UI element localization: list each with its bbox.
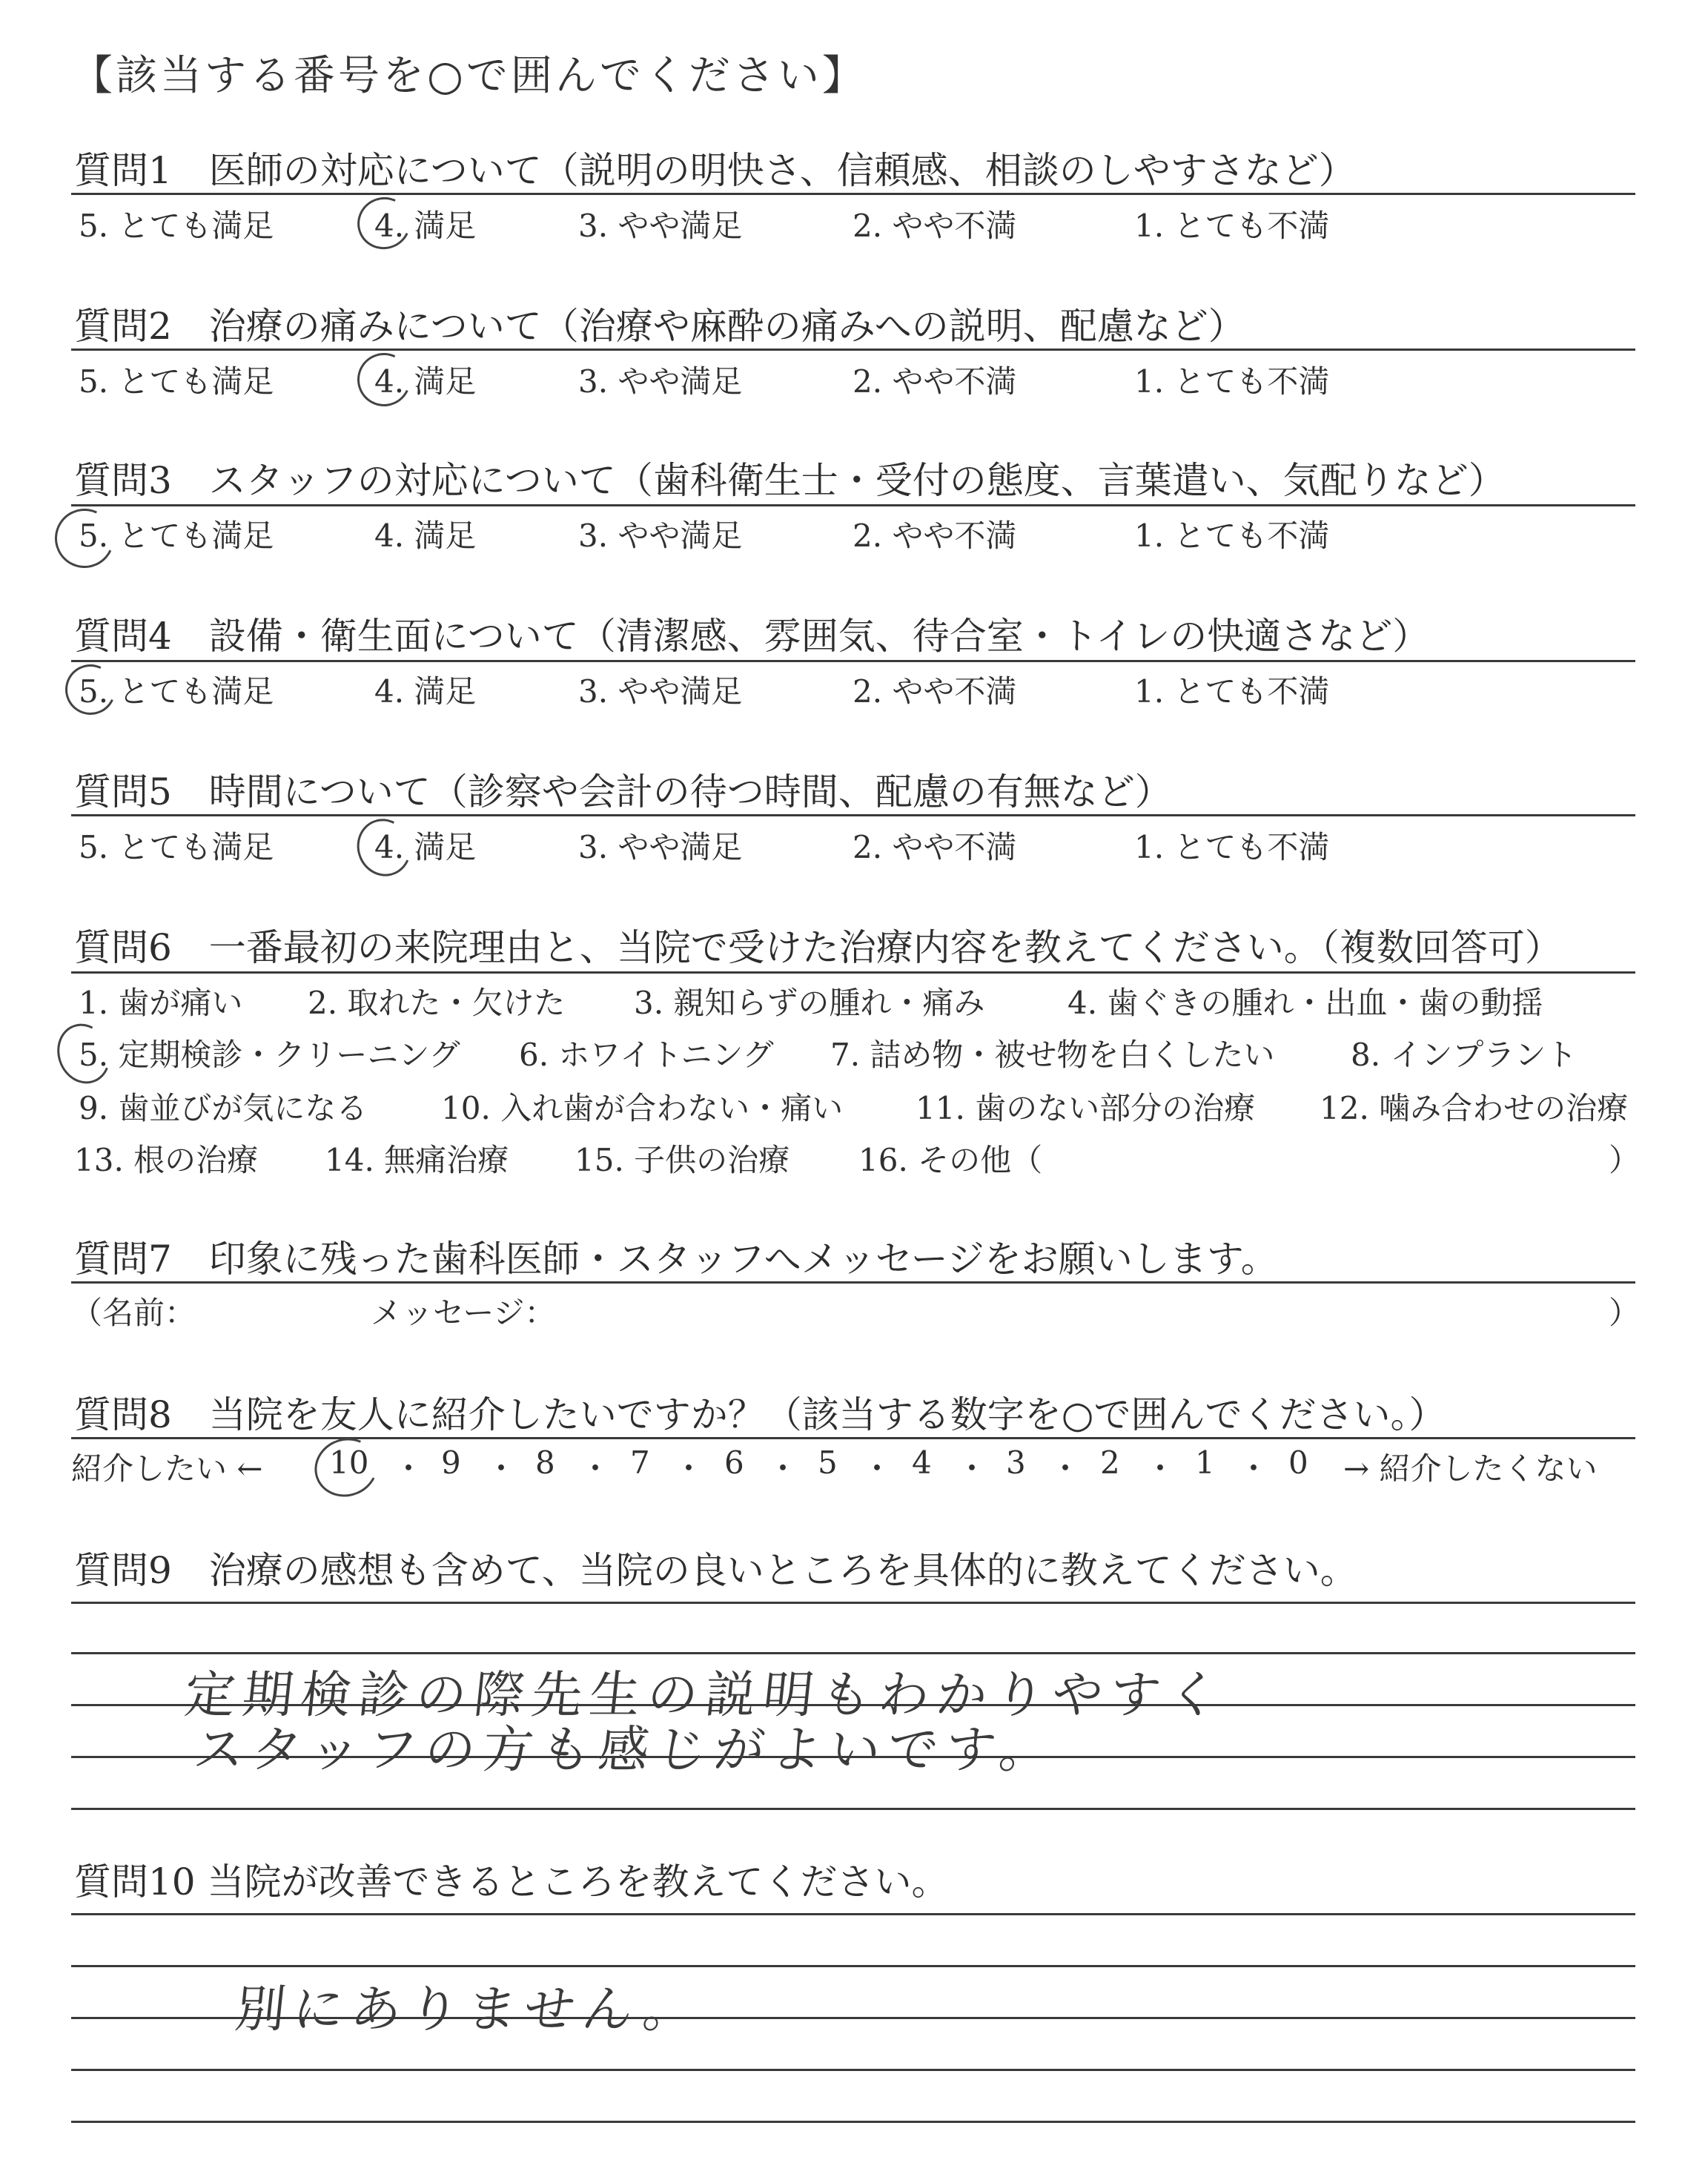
- q6-rule: [71, 971, 1635, 974]
- q8-heading: 質問8 当院を友人に紹介したいですか？（該当する数字を○で囲んでください。）: [74, 1393, 1446, 1436]
- q6-option-8[interactable]: 8. インプラント: [1351, 1037, 1578, 1073]
- q10-writing-line-1: [71, 1913, 1635, 1915]
- q6-option-7[interactable]: 7. 詰め物・被せ物を白くしたい: [830, 1037, 1275, 1073]
- q7-heading: 質問7 印象に残った歯科医師・スタッフへメッセージをお願いします。: [74, 1238, 1278, 1281]
- q6-option-6[interactable]: 6. ホワイトニング: [519, 1037, 774, 1073]
- q10-writing-line-4: [71, 2069, 1635, 2071]
- q6-selection-circle: [49, 1017, 119, 1091]
- q8-right-label: → 紹介したくない: [1343, 1450, 1598, 1487]
- q8-dot: ・: [1238, 1450, 1270, 1487]
- q8-dot: ・: [486, 1450, 517, 1487]
- q8-score-2[interactable]: 2: [1100, 1444, 1120, 1481]
- q10-heading: 質問10 当院が改善できるところを教えてください。: [74, 1860, 949, 1903]
- q6-option-9[interactable]: 9. 歯並びが気になる: [79, 1090, 368, 1126]
- q1-option-3[interactable]: 3. やや満足: [578, 208, 743, 244]
- q9-writing-line-1: [71, 1602, 1635, 1604]
- q8-selection-circle: [306, 1430, 385, 1506]
- q6-option-3[interactable]: 3. 親知らずの腫れ・痛み: [634, 985, 985, 1021]
- q3-rule: [71, 504, 1635, 506]
- q4-option-3[interactable]: 3. やや満足: [578, 673, 743, 710]
- q1-heading: 質問1 医師の対応について（説明の明快さ、信頼感、相談のしやすさなど）: [74, 149, 1356, 192]
- q9-handwritten-answer-line-1: 定期検診の際先生の説明もわかりやすく: [182, 1666, 1229, 1725]
- q6-heading: 質問6 一番最初の来院理由と、当院で受けた治療内容を教えてください。（複数回答可）: [74, 926, 1562, 969]
- q8-score-7[interactable]: 7: [630, 1444, 650, 1481]
- q5-rule: [71, 814, 1635, 816]
- q6-option-5[interactable]: 5. 定期検診・クリーニング: [79, 1037, 460, 1073]
- q2-option-2[interactable]: 2. やや不満: [853, 363, 1017, 400]
- q8-dot: ・: [1145, 1450, 1176, 1487]
- q1-option-1[interactable]: 1. とても不満: [1134, 208, 1330, 244]
- q4-option-5[interactable]: 5. とても満足: [79, 673, 274, 710]
- q8-left-label: 紹介したい ←: [71, 1450, 263, 1487]
- q9-handwritten-answer-line-2: スタッフの方も感じがよいです。: [191, 1721, 1061, 1780]
- q8-score-4[interactable]: 4: [912, 1444, 932, 1481]
- q4-option-4[interactable]: 4. 満足: [374, 673, 477, 710]
- q1-option-4[interactable]: 4. 満足: [374, 208, 477, 244]
- q7-name-label: （名前：: [71, 1295, 196, 1331]
- q2-option-3[interactable]: 3. やや満足: [578, 363, 743, 400]
- q1-option-5[interactable]: 5. とても満足: [79, 208, 274, 244]
- q6-option-1[interactable]: 1. 歯が痛い: [79, 985, 243, 1021]
- q8-rule: [71, 1437, 1635, 1439]
- q3-option-2[interactable]: 2. やや不満: [853, 518, 1017, 554]
- q1-selection-circle: [350, 190, 418, 257]
- q10-writing-line-2: [71, 1965, 1635, 1967]
- q2-option-1[interactable]: 1. とても不満: [1134, 363, 1330, 400]
- q7-message-label: メッセージ：: [371, 1295, 556, 1331]
- q3-option-3[interactable]: 3. やや満足: [578, 518, 743, 554]
- q6-option-14[interactable]: 14. 無痛治療: [325, 1142, 509, 1178]
- q6-option-12[interactable]: 12. 噛み合わせの治療: [1320, 1090, 1629, 1126]
- q10-writing-line-5: [71, 2121, 1635, 2123]
- q6-option-16[interactable]: 16. その他（: [858, 1142, 1043, 1178]
- q6-option-10[interactable]: 10. 入れ歯が合わない・痛い: [441, 1090, 844, 1126]
- q5-option-5[interactable]: 5. とても満足: [79, 829, 274, 865]
- q5-option-4[interactable]: 4. 満足: [374, 829, 477, 865]
- q8-score-5[interactable]: 5: [818, 1444, 838, 1481]
- q8-score-9[interactable]: 9: [441, 1444, 461, 1481]
- page-title: 【該当する番号を○で囲んでください】: [71, 52, 867, 100]
- q7-close-paren: ）: [1609, 1295, 1641, 1331]
- q6-option-15[interactable]: 15. 子供の治療: [575, 1142, 790, 1178]
- q8-score-0[interactable]: 0: [1288, 1444, 1308, 1481]
- q2-heading: 質問2 治療の痛みについて（治療や麻酔の痛みへの説明、配慮など）: [74, 305, 1245, 348]
- q4-heading: 質問4 設備・衛生面について（清潔感、雰囲気、待合室・トイレの快適さなど）: [74, 615, 1430, 658]
- q2-rule: [71, 349, 1635, 351]
- q3-option-4[interactable]: 4. 満足: [374, 518, 477, 554]
- q8-dot: ・: [673, 1450, 705, 1487]
- q2-option-4[interactable]: 4. 満足: [374, 363, 477, 400]
- q1-rule: [71, 193, 1635, 195]
- q3-option-1[interactable]: 1. とても不満: [1134, 518, 1330, 554]
- q2-option-5[interactable]: 5. とても満足: [79, 363, 274, 400]
- q4-option-1[interactable]: 1. とても不満: [1134, 673, 1330, 710]
- q2-selection-circle: [350, 346, 418, 414]
- q8-dot: ・: [767, 1450, 799, 1487]
- q8-score-6[interactable]: 6: [724, 1444, 744, 1481]
- q5-selection-circle: [349, 811, 419, 884]
- q1-option-2[interactable]: 2. やや不満: [853, 208, 1017, 244]
- q4-option-2[interactable]: 2. やや不満: [853, 673, 1017, 710]
- q8-dot: ・: [580, 1450, 612, 1487]
- q8-dot: ・: [861, 1450, 893, 1487]
- q9-heading: 質問9 治療の感想も含めて、当院の良いところを具体的に教えてください。: [74, 1549, 1357, 1592]
- q5-option-2[interactable]: 2. やや不満: [853, 829, 1017, 865]
- q5-option-1[interactable]: 1. とても不満: [1134, 829, 1330, 865]
- q10-handwritten-answer: 別にありません。: [232, 1981, 704, 2039]
- q6-option-11[interactable]: 11. 歯のない部分の治療: [916, 1090, 1256, 1126]
- q8-score-10[interactable]: 10: [329, 1444, 369, 1481]
- q5-heading: 質問5 時間について（診察や会計の待つ時間、配慮の有無など）: [74, 770, 1172, 813]
- q4-rule: [71, 660, 1635, 662]
- q6-option-4[interactable]: 4. 歯ぐきの腫れ・出血・歯の動揺: [1068, 985, 1543, 1021]
- q8-score-1[interactable]: 1: [1195, 1444, 1215, 1481]
- q9-writing-line-2: [71, 1652, 1635, 1654]
- q7-rule: [71, 1281, 1635, 1284]
- q8-dot: ・: [393, 1450, 425, 1487]
- q9-writing-line-5: [71, 1808, 1635, 1810]
- q8-dot: ・: [1050, 1450, 1082, 1487]
- q8-dot: ・: [956, 1450, 988, 1487]
- q3-option-5[interactable]: 5. とても満足: [79, 518, 274, 554]
- q5-option-3[interactable]: 3. やや満足: [578, 829, 743, 865]
- q6-option-13[interactable]: 13. 根の治療: [74, 1142, 259, 1178]
- q6-other-close-paren: ）: [1609, 1142, 1641, 1178]
- q6-option-2[interactable]: 2. 取れた・欠けた: [308, 985, 566, 1021]
- q3-heading: 質問3 スタッフの対応について（歯科衛生士・受付の態度、言葉遣い、気配りなど）: [74, 459, 1506, 502]
- q8-score-3[interactable]: 3: [1006, 1444, 1026, 1481]
- q8-score-8[interactable]: 8: [535, 1444, 555, 1481]
